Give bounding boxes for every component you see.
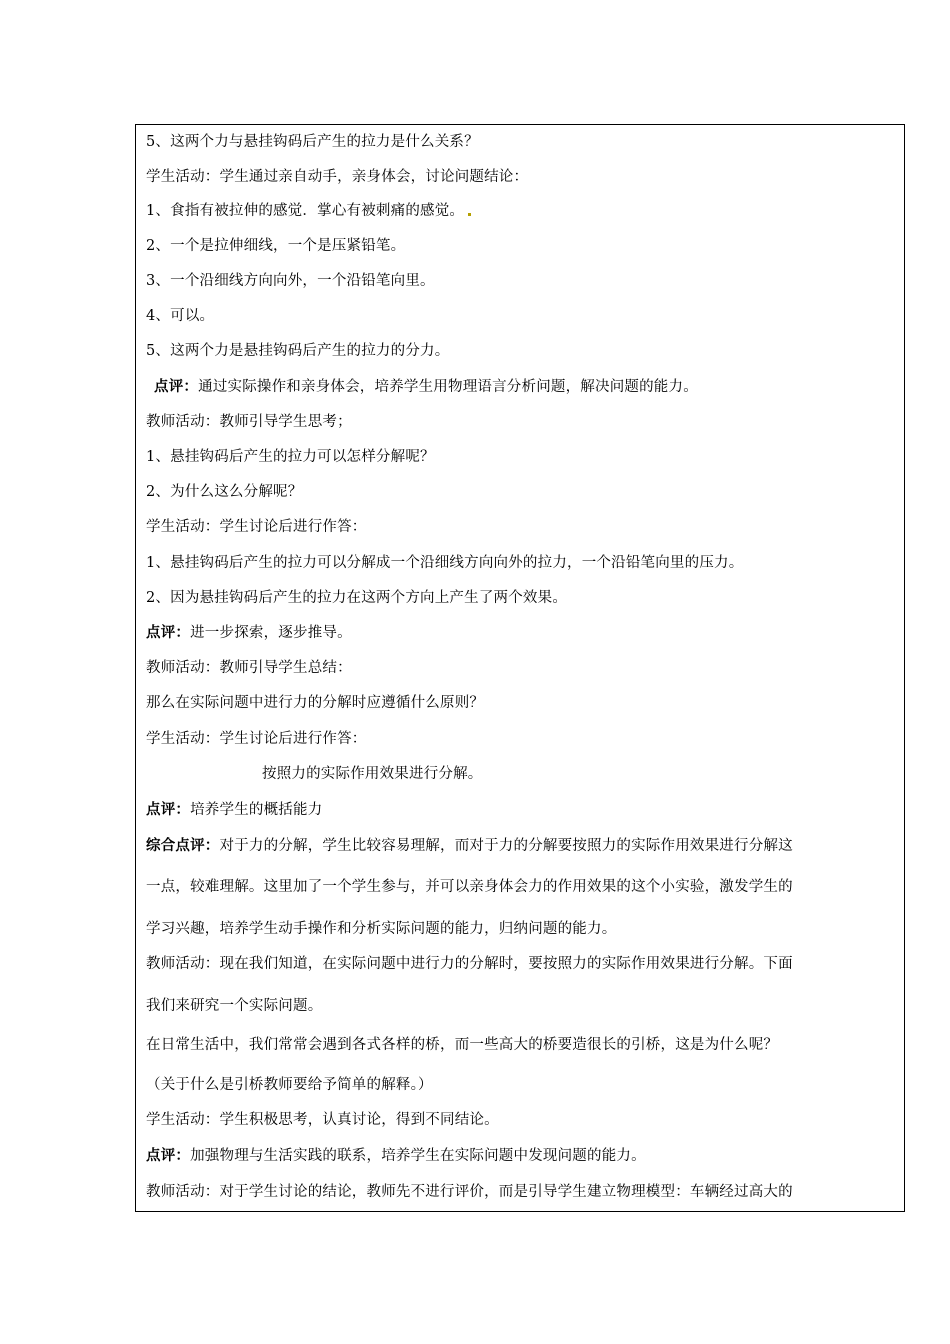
text-line: 学生活动：学生讨论后进行作答： bbox=[146, 519, 367, 535]
summary-label: 综合点评： bbox=[146, 837, 220, 854]
comment-label: 点评： bbox=[146, 624, 191, 641]
text-line: 5、这两个力是悬挂钩码后产生的拉力的分力。 bbox=[146, 343, 450, 359]
comment-label: 点评： bbox=[146, 1147, 191, 1164]
text-line: 按照力的实际作用效果进行分解。 bbox=[262, 766, 483, 782]
comment-line: 点评：通过实际操作和亲身体会，培养学生用物理语言分析问题，解决问题的能力。 bbox=[154, 378, 698, 395]
text-line: 4、可以。 bbox=[146, 308, 215, 324]
comment-label: 点评： bbox=[146, 801, 191, 818]
text-line: 一点，较难理解。这里加了一个学生参与，并可以亲身体会力的作用效果的这个小实验，激发学生的 bbox=[146, 879, 793, 895]
text-line: 3、一个沿细线方向向外，一个沿铅笔向里。 bbox=[146, 273, 435, 289]
text-line: 教师活动：教师引导学生思考； bbox=[146, 414, 352, 430]
comment-line: 点评：培养学生的概括能力 bbox=[146, 801, 323, 818]
text-line: 2、因为悬挂钩码后产生的拉力在这两个方向上产生了两个效果。 bbox=[146, 590, 568, 606]
text-line: 学生活动：学生通过亲自动手，亲身体会，讨论问题结论： bbox=[146, 169, 529, 185]
text-line: 教师活动：现在我们知道，在实际问题中进行力的分解时，要按照力的实际作用效果进行分解。下面 bbox=[146, 956, 793, 972]
text-line: 1、悬挂钩码后产生的拉力可以怎样分解呢？ bbox=[146, 449, 435, 465]
text-line: 学生活动：学生积极思考，认真讨论，得到不同结论。 bbox=[146, 1112, 499, 1128]
text-line: 5、这两个力与悬挂钩码后产生的拉力是什么关系？ bbox=[146, 134, 479, 150]
text-line: 1、食指有被拉伸的感觉．掌心有被刺痛的感觉。 bbox=[146, 201, 894, 221]
text-line: 学习兴趣，培养学生动手操作和分析实际问题的能力，归纳问题的能力。 bbox=[146, 921, 617, 937]
text-line: 2、一个是拉伸细线，一个是压紧铅笔。 bbox=[146, 238, 406, 254]
summary-line: 综合点评：对于力的分解，学生比较容易理解，而对于力的分解要按照力的实际作用效果进行分解这 bbox=[146, 837, 793, 854]
text-line: 2、为什么这么分解呢？ bbox=[146, 484, 303, 500]
text-line: 学生活动：学生讨论后进行作答： bbox=[146, 731, 367, 747]
comment-label: 点评： bbox=[154, 378, 199, 395]
text-line: 教师活动：对于学生讨论的结论，教师先不进行评价，而是引导学生建立物理模型：车辆经过高大的 bbox=[146, 1184, 793, 1200]
content-table-cell bbox=[135, 124, 905, 1212]
text-line: 我们来研究一个实际问题。 bbox=[146, 998, 323, 1014]
text-line: 在日常生活中，我们常常会遇到各式各样的桥，而一些高大的桥要造很长的引桥，这是为什么呢？ bbox=[146, 1037, 779, 1053]
comment-line: 点评：进一步探索，逐步推导。 bbox=[146, 624, 352, 641]
text-line: （关于什么是引桥教师要给予简单的解释。） bbox=[146, 1077, 433, 1093]
text-line: 那么在实际问题中进行力的分解时应遵循什么原则？ bbox=[146, 695, 485, 711]
mark-dot bbox=[468, 213, 471, 216]
text-line: 教师活动：教师引导学生总结： bbox=[146, 660, 352, 676]
comment-line: 点评：加强物理与生活实践的联系，培养学生在实际问题中发现问题的能力。 bbox=[146, 1147, 646, 1164]
text-line: 1、悬挂钩码后产生的拉力可以分解成一个沿细线方向向外的拉力，一个沿铅笔向里的压力。 bbox=[146, 555, 744, 571]
